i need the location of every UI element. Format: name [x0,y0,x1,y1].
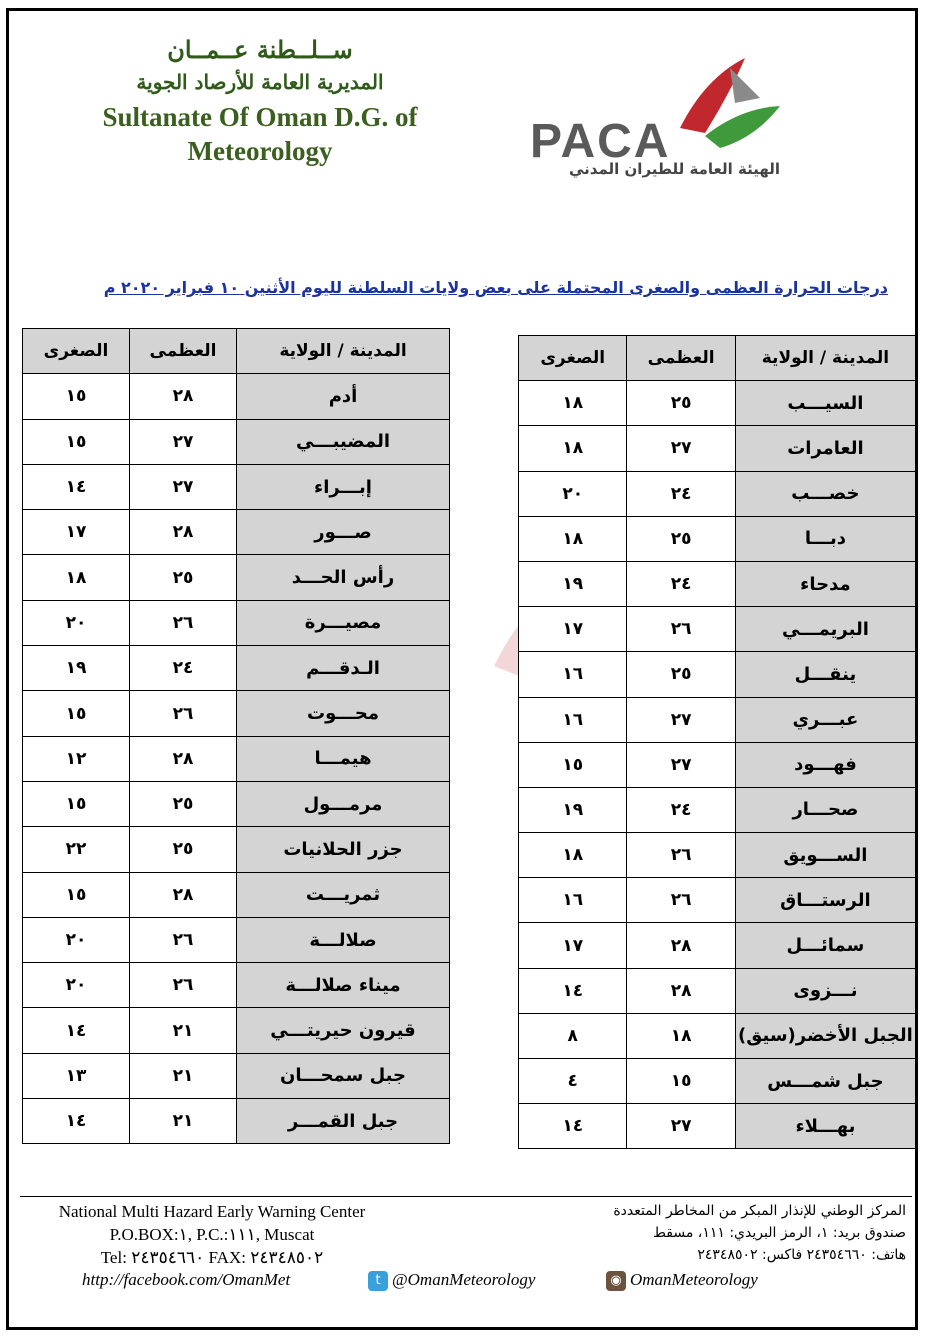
table-row [23,872,450,917]
city-cell: ينقـــل [735,652,915,697]
min-cell: ١٤ [519,1104,627,1149]
max-cell: ٢٥ [130,827,237,872]
max-cell: ٢٦ [130,600,237,645]
col-header-max: العظمى [627,336,735,381]
min-cell: ١٩ [519,787,627,832]
footer-en-address: P.O.BOX:١, P.C.:١١١, Muscat [109,1225,315,1244]
max-cell: ٢٤ [130,646,237,691]
city-cell: العامرات [735,426,915,471]
min-cell: ١٤ [519,968,627,1013]
min-cell: ٢٠ [23,963,130,1008]
min-cell: ٨ [519,1013,627,1058]
max-cell: ٢٨ [130,374,237,419]
city-cell: إبـــراء [237,464,450,509]
header-ar-country: ســلــطنة عــمــان [167,35,353,64]
table-row [23,691,450,736]
max-cell: ١٨ [627,1013,735,1058]
city-cell: صحـــار [735,787,915,832]
max-cell: ٢٨ [130,872,237,917]
max-cell: ٢٨ [627,923,735,968]
min-cell: ٢٢ [23,827,130,872]
table-row [23,646,450,691]
footer-ar-center: المركز الوطني للإنذار المبكر من المخاطر المتعددة [613,1203,906,1219]
table-row [519,1104,916,1149]
max-cell: ١٥ [627,1059,735,1104]
city-cell: صلالـــة [237,917,450,962]
city-cell: المضيبـــي [237,419,450,464]
city-cell: بهـــلاء [735,1104,915,1149]
max-cell: ٢٦ [130,691,237,736]
city-cell: السيـــب [735,381,915,426]
city-cell: جزر الحلانيات [237,827,450,872]
city-cell: مصيـــرة [237,600,450,645]
instagram-link[interactable] [606,1270,758,1291]
table-row [23,1053,450,1098]
min-cell: ١٣ [23,1053,130,1098]
col-header-max: العظمى [130,329,237,374]
city-cell: البريمـــي [735,607,915,652]
max-cell: ٢٨ [130,736,237,781]
table-row [519,833,916,878]
header-en-line1: Sultanate Of Oman D.G. of [102,102,418,132]
min-cell: ٢٠ [23,600,130,645]
table-row [519,968,916,1013]
table-row [519,787,916,832]
city-cell: جبل القمـــر [237,1099,450,1144]
max-cell: ٢٦ [130,963,237,1008]
city-cell: نـــزوى [735,968,915,1013]
city-cell: صـــور [237,510,450,555]
table-row [519,426,916,471]
table-row [519,1013,916,1058]
table-row [519,471,916,516]
table-row [519,607,916,652]
table-row [23,827,450,872]
header-en-line2: Meteorology [187,136,333,166]
min-cell: ١٥ [23,419,130,464]
paca-logo-text: PACA [530,115,671,168]
table-header-row [519,336,916,381]
city-cell: ميناء صلالـــة [237,963,450,1008]
max-cell: ٢١ [130,1099,237,1144]
footer-en-contact [22,1200,402,1269]
instagram-handle[interactable]: OmanMeteorology [630,1270,758,1289]
table-row [23,1099,450,1144]
city-cell: جبل سمحـــان [237,1053,450,1098]
max-cell: ٢٦ [627,878,735,923]
twitter-icon: t [368,1271,388,1291]
table-row [23,736,450,781]
max-cell: ٢٨ [130,510,237,555]
footer-en-center: National Multi Hazard Early Warning Center [58,1202,366,1221]
table-row [23,963,450,1008]
city-cell: الســـويق [735,833,915,878]
min-cell: ٤ [519,1059,627,1104]
table-row [23,374,450,419]
max-cell: ٢٦ [627,833,735,878]
forecast-headline: درجات الحرارة العظمى والصغرى المحتملة على بعض ولايات السلطنة لليوم الأثنين ١٠ فبراير ٢٠٢٠ م [103,278,888,297]
city-cell: سمائـــل [735,923,915,968]
min-cell: ٢٠ [23,917,130,962]
max-cell: ٢٥ [130,781,237,826]
max-cell: ٢٤ [627,471,735,516]
max-cell: ٢٤ [627,787,735,832]
city-cell: دبـــا [735,516,915,561]
min-cell: ١٥ [23,781,130,826]
min-cell: ١٦ [519,697,627,742]
table-row [23,510,450,555]
min-cell: ١٥ [23,872,130,917]
max-cell: ٢٦ [627,607,735,652]
min-cell: ٢٠ [519,471,627,516]
table-row [23,464,450,509]
max-cell: ٢٥ [627,381,735,426]
max-cell: ٢٧ [627,426,735,471]
min-cell: ١٧ [23,510,130,555]
table-row [23,917,450,962]
min-cell: ١٦ [519,652,627,697]
city-cell: محـــوت [237,691,450,736]
table-row [23,555,450,600]
col-header-min: الصغرى [519,336,627,381]
col-header-min: الصغرى [23,329,130,374]
max-cell: ٢٧ [130,464,237,509]
min-cell: ١٨ [519,516,627,561]
facebook-link[interactable] [82,1270,290,1290]
min-cell: ١٨ [519,833,627,878]
table-row [519,697,916,742]
min-cell: ١٥ [23,374,130,419]
max-cell: ٢١ [130,1053,237,1098]
min-cell: ١٤ [23,464,130,509]
header-ar-dept: المديرية العامة للأرصاد الجوية [136,70,384,94]
footer-ar-phone: هاتف: ٢٤٣٥٤٦٦٠ فاكس: ٢٤٣٤٨٥٠٢ [697,1247,906,1263]
table-row [23,781,450,826]
table-row [519,381,916,426]
table-row [23,600,450,645]
max-cell: ٢٧ [627,742,735,787]
city-cell: الرستـــاق [735,878,915,923]
city-cell: ثمريـــت [237,872,450,917]
city-cell: عبـــري [735,697,915,742]
min-cell: ١٦ [519,878,627,923]
table-row [519,742,916,787]
footer-divider [20,1196,912,1197]
max-cell: ٢٧ [627,1104,735,1149]
max-cell: ٢٥ [627,516,735,561]
table-header-row [23,329,450,374]
city-cell: رأس الحـــد [237,555,450,600]
city-cell: فهـــود [735,742,915,787]
city-cell: هيمـــا [237,736,450,781]
max-cell: ٢٥ [130,555,237,600]
col-header-city: المدينة / الولاية [237,329,450,374]
table-row [519,1059,916,1104]
city-cell: الجبل الأخضر(سيق) [735,1013,915,1058]
twitter-handle[interactable]: @OmanMeteorology [392,1270,536,1289]
city-cell: الـدقـــم [237,646,450,691]
min-cell: ١٤ [23,1008,130,1053]
temperature-table-right [518,335,916,1149]
paca-logo [530,58,790,188]
min-cell: ١٨ [519,381,627,426]
facebook-url[interactable]: http://facebook.com/OmanMet [82,1270,291,1289]
min-cell: ١٢ [23,736,130,781]
instagram-icon: ◉ [606,1271,626,1291]
footer-ar-contact [560,1200,906,1266]
twitter-link[interactable] [368,1270,535,1291]
table-row [23,419,450,464]
city-cell: مدحاء [735,561,915,606]
min-cell: ١٤ [23,1099,130,1144]
max-cell: ٢٦ [130,917,237,962]
min-cell: ١٨ [23,555,130,600]
city-cell: مرمـــول [237,781,450,826]
city-cell: قيرون حيريتـــي [237,1008,450,1053]
footer-en-phone: Tel: ٢٤٣٥٤٦٦٠ FAX: ٢٤٣٤٨٥٠٢ [100,1248,324,1267]
min-cell: ١٩ [519,561,627,606]
table-row [519,652,916,697]
max-cell: ٢٥ [627,652,735,697]
min-cell: ١٥ [23,691,130,736]
table-row [23,1008,450,1053]
header-met-office [90,35,430,168]
table-row [519,923,916,968]
min-cell: ١٧ [519,607,627,652]
min-cell: ١٥ [519,742,627,787]
paca-logo-subtitle: الهيئة العامة للطيران المدني [568,160,780,178]
min-cell: ١٨ [519,426,627,471]
table-row [519,516,916,561]
col-header-city: المدينة / الولاية [735,336,915,381]
max-cell: ٢١ [130,1008,237,1053]
table-row [519,561,916,606]
city-cell: خصـــب [735,471,915,516]
min-cell: ١٩ [23,646,130,691]
min-cell: ١٧ [519,923,627,968]
city-cell: جبل شمـــس [735,1059,915,1104]
table-row [519,878,916,923]
max-cell: ٢٤ [627,561,735,606]
city-cell: أدم [237,374,450,419]
temperature-table-left [22,328,450,1144]
footer-ar-address: صندوق بريد: ١، الرمز البريدي: ١١١، مسقط [653,1225,906,1241]
max-cell: ٢٨ [627,968,735,1013]
max-cell: ٢٧ [130,419,237,464]
max-cell: ٢٧ [627,697,735,742]
